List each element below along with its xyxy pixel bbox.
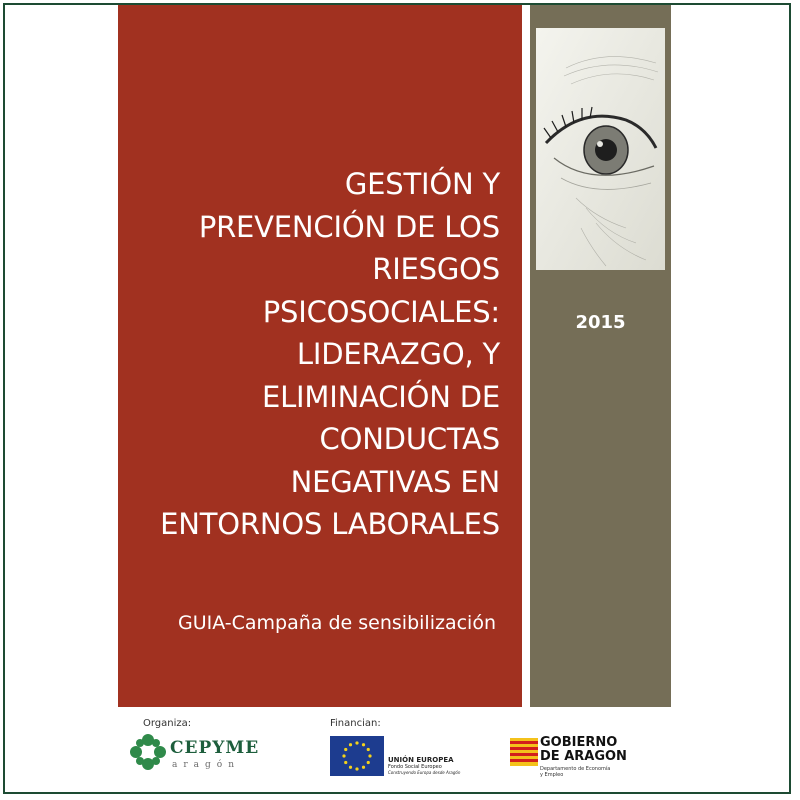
document-subtitle: GUIA-Campaña de sensibilización	[177, 612, 496, 634]
eu-star-icon	[344, 761, 347, 764]
eu-star-icon	[349, 743, 352, 746]
eu-fund: Fondo Social Europeo	[388, 764, 442, 770]
aragon-department: Departamento de Economía y Empleo	[540, 766, 611, 778]
cepyme-clover-icon	[128, 732, 168, 772]
eu-star-icon	[342, 754, 345, 757]
aragon-flag-icon	[510, 738, 538, 766]
eu-star-icon	[367, 761, 370, 764]
eu-text-block	[388, 756, 488, 776]
cepyme-subtitle: aragón	[172, 760, 241, 770]
eu-star-icon	[355, 767, 358, 770]
eu-star-icon	[362, 766, 365, 769]
eu-star-icon	[367, 748, 370, 751]
eu-star-icon	[368, 754, 371, 757]
eye-sketch-image	[536, 28, 665, 270]
cepyme-name: CEPYME	[170, 738, 260, 758]
eu-star-icon	[344, 748, 347, 751]
eu-star-icon	[355, 741, 358, 744]
eu-name: UNIÓN EUROPEA	[388, 756, 454, 764]
eu-star-icon	[362, 743, 365, 746]
aragon-government-name: GOBIERNO DE ARAGON	[540, 735, 627, 764]
eu-slogan: Construyendo Europa desde Aragón	[388, 770, 461, 775]
cepyme-logo	[128, 732, 278, 780]
financian-label: Financian:	[330, 718, 381, 729]
publication-year: 2015	[575, 312, 626, 333]
document-title: GESTIÓN Y PREVENCIÓN DE LOS RIESGOS PSICOSOCIALES: LIDERAZGO, Y ELIMINACIÓN DE CONDUCTAS NEGATIVAS EN ENTORNOS LABORALES	[160, 167, 500, 541]
title-panel	[118, 5, 522, 707]
eu-flag-icon	[330, 736, 384, 776]
eu-star-icon	[349, 766, 352, 769]
organiza-label: Organiza:	[143, 718, 192, 729]
